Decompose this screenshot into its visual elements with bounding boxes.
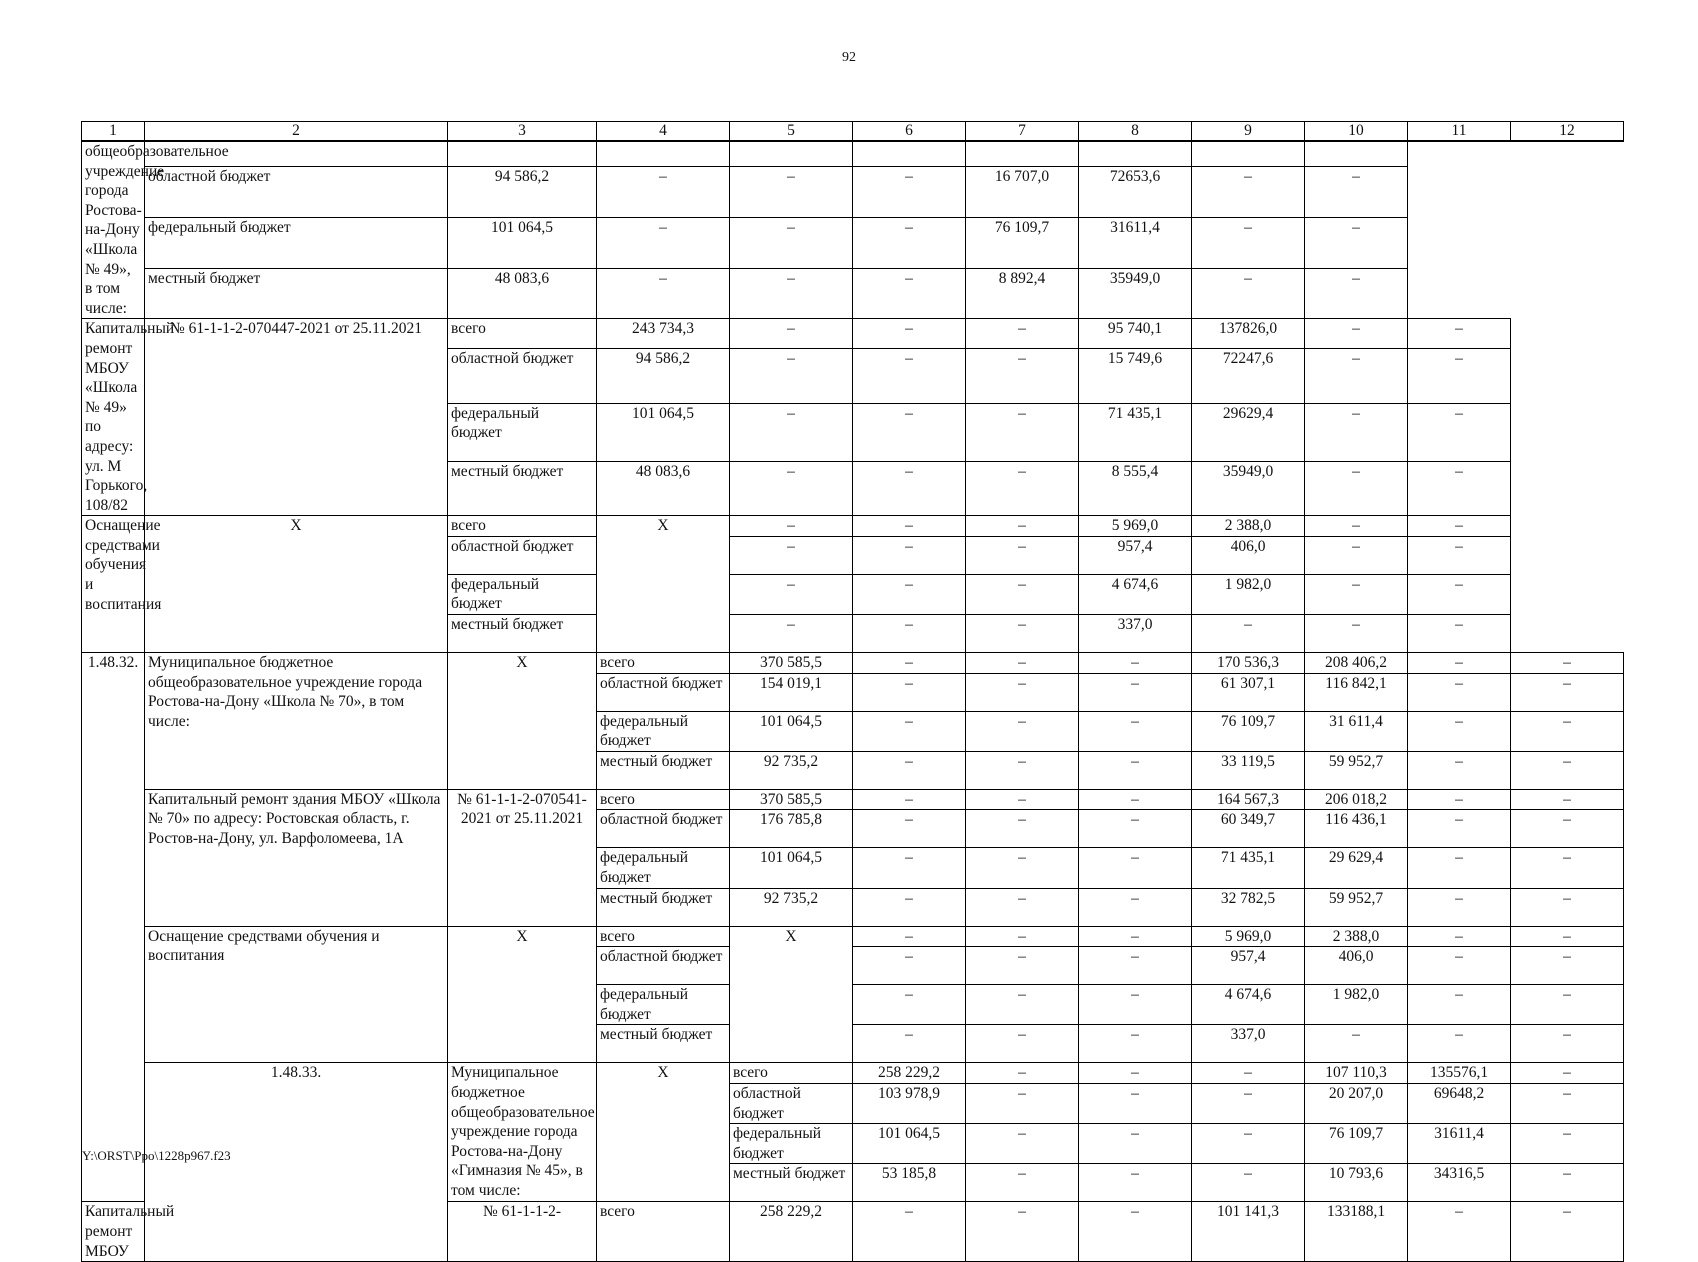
year-col-8-cell: – [1192, 1063, 1305, 1084]
description-cell: Муниципальное бюджетное общеобразовательное учреждение города Ростова-на-Дону «Гимназия № 45», в том числе: [448, 1063, 597, 1202]
budget-type-cell: федеральный бюджет [597, 985, 730, 1025]
year-col-7-cell: – [966, 1025, 1079, 1063]
year-col-6-cell: – [730, 574, 853, 614]
total-value-cell: 370 585,5 [730, 789, 853, 810]
year-col-8-cell: – [966, 574, 1079, 614]
year-col-10-cell: 35949,0 [1192, 461, 1305, 516]
year-col-6-cell [597, 141, 730, 167]
year-col-6-cell: – [966, 1164, 1079, 1202]
year-col-8-cell: – [1079, 888, 1192, 926]
year-col-7-cell: – [853, 536, 966, 574]
year-col-7-cell: – [1079, 1124, 1192, 1164]
budget-type-cell: областной бюджет [145, 167, 448, 218]
year-col-10-cell: 206 018,2 [1305, 789, 1408, 810]
year-col-7-cell: – [1079, 1164, 1192, 1202]
year-col-11-cell: – [1192, 167, 1305, 218]
year-col-8-cell: – [1079, 947, 1192, 985]
table-row [82, 653, 1624, 674]
year-col-8-cell: – [1079, 789, 1192, 810]
year-col-6-cell: – [853, 673, 966, 711]
year-col-6-cell: – [597, 167, 730, 218]
year-col-7-cell: – [966, 751, 1079, 789]
year-col-12-cell [1305, 141, 1408, 167]
reference-cell: X [448, 653, 597, 790]
year-col-12-cell: – [1511, 947, 1624, 985]
year-col-6-cell: – [853, 789, 966, 810]
table-row [82, 319, 1624, 349]
year-col-9-cell: 71 435,1 [1079, 403, 1192, 461]
year-col-9-cell: 71 435,1 [1192, 848, 1305, 888]
description-cell: общеобразовательное учреждение города Ростова-на-Дону «Школа № 49», в том числе: [82, 141, 145, 319]
total-value-cell: 101 064,5 [597, 403, 730, 461]
year-col-10-cell: 2 388,0 [1192, 516, 1305, 537]
year-col-11-cell: – [1511, 1124, 1624, 1164]
total-value-cell: 48 083,6 [448, 268, 597, 319]
column-number: 4 [597, 122, 730, 142]
year-col-8-cell: – [1079, 653, 1192, 674]
total-value-cell: 176 785,8 [730, 810, 853, 848]
year-col-8-cell: – [1079, 1025, 1192, 1063]
budget-type-cell: областной бюджет [448, 536, 597, 574]
year-col-12-cell: – [1511, 1025, 1624, 1063]
row-number: 1.48.32. [82, 653, 145, 1202]
budget-type-cell: местный бюджет [448, 615, 597, 653]
year-col-7-cell [730, 141, 853, 167]
year-col-9-cell: 76 109,7 [966, 218, 1079, 269]
year-col-6-cell: – [730, 348, 853, 403]
year-col-8-cell: – [853, 218, 966, 269]
column-number-row [82, 122, 1624, 142]
column-number: 11 [1408, 122, 1511, 142]
year-col-6-cell: – [853, 653, 966, 674]
reference-cell: № 61-1-1-2-070541-2021 от 25.11.2021 [448, 789, 597, 926]
year-col-10-cell: 133188,1 [1305, 1202, 1408, 1262]
table-row [82, 1063, 1624, 1084]
year-col-11-cell: – [1192, 268, 1305, 319]
year-col-7-cell: – [853, 461, 966, 516]
column-number: 3 [448, 122, 597, 142]
year-col-11-cell: – [1305, 516, 1408, 537]
year-col-9-cell: 337,0 [1192, 1025, 1305, 1063]
budget-type-cell: местный бюджет [730, 1164, 853, 1202]
description-cell: Капитальный ремонт МБОУ «Школа № 49» по адресу: ул. М Горького, 108/82 [82, 319, 145, 516]
year-col-10-cell: 406,0 [1192, 536, 1305, 574]
year-col-8-cell: – [966, 403, 1079, 461]
description-cell: Оснащение средствами обучения и воспитания [82, 516, 145, 653]
description-cell: Капитальный ремонт МБОУ [82, 1202, 145, 1262]
year-col-10-cell: 1 982,0 [1192, 574, 1305, 614]
budget-type-cell: местный бюджет [597, 751, 730, 789]
year-col-7-cell: – [853, 319, 966, 349]
year-col-6-cell: – [853, 1202, 966, 1262]
year-col-10-cell: 116 842,1 [1305, 673, 1408, 711]
total-value-cell: 94 586,2 [448, 167, 597, 218]
column-number: 7 [966, 122, 1079, 142]
budget-type-cell: местный бюджет [145, 268, 448, 319]
year-col-8-cell: – [1079, 810, 1192, 848]
year-col-10-cell: 406,0 [1305, 947, 1408, 985]
year-col-6-cell: – [966, 1124, 1079, 1164]
year-col-11-cell: – [1408, 751, 1511, 789]
year-col-10-cell: 72247,6 [1192, 348, 1305, 403]
year-col-6-cell: – [853, 711, 966, 751]
year-col-11-cell: – [1408, 653, 1511, 674]
year-col-10-cell: 31 611,4 [1305, 711, 1408, 751]
year-col-6-cell: – [730, 319, 853, 349]
year-col-9-cell: 60 349,7 [1192, 810, 1305, 848]
table-row [82, 516, 1624, 537]
year-col-8-cell: – [1079, 751, 1192, 789]
year-col-9-cell: 4 674,6 [1192, 985, 1305, 1025]
total-value-cell: 243 734,3 [597, 319, 730, 349]
total-value-cell: 103 978,9 [853, 1084, 966, 1124]
year-col-8-cell: – [1079, 1202, 1192, 1262]
year-col-10-cell: 34316,5 [1408, 1164, 1511, 1202]
year-col-11-cell: – [1408, 711, 1511, 751]
year-col-9-cell: 76 109,7 [1192, 711, 1305, 751]
year-col-12-cell: – [1511, 789, 1624, 810]
column-number: 8 [1079, 122, 1192, 142]
year-col-8-cell: – [966, 348, 1079, 403]
year-col-12-cell: – [1305, 167, 1408, 218]
total-value-cell: 92 735,2 [730, 888, 853, 926]
year-col-8-cell: – [1079, 926, 1192, 947]
table-row [82, 167, 1624, 218]
year-col-6-cell: – [853, 947, 966, 985]
year-col-9-cell: 61 307,1 [1192, 673, 1305, 711]
year-col-9-cell: 32 782,5 [1192, 888, 1305, 926]
year-col-12-cell: – [1511, 673, 1624, 711]
year-col-7-cell: – [853, 403, 966, 461]
year-col-12-cell: – [1511, 711, 1624, 751]
year-col-10-cell: 137826,0 [1192, 319, 1305, 349]
year-col-7-cell: – [966, 947, 1079, 985]
year-col-9-cell: 15 749,6 [1079, 348, 1192, 403]
table-row [82, 926, 1624, 947]
budget-type-cell: всего [597, 653, 730, 674]
year-col-6-cell: – [853, 848, 966, 888]
year-col-12-cell: – [1511, 848, 1624, 888]
year-col-11-cell: – [1408, 888, 1511, 926]
budget-type-cell: областной бюджет [448, 348, 597, 403]
year-col-7-cell: – [966, 985, 1079, 1025]
year-col-7-cell: – [730, 167, 853, 218]
year-col-11-cell: – [1305, 461, 1408, 516]
year-col-9-cell: 170 536,3 [1192, 653, 1305, 674]
year-col-6-cell: – [730, 516, 853, 537]
budget-table [81, 121, 1624, 1262]
table-row [82, 789, 1624, 810]
year-col-11-cell: – [1192, 218, 1305, 269]
year-col-10-cell: 2 388,0 [1305, 926, 1408, 947]
column-number: 10 [1305, 122, 1408, 142]
year-col-12-cell: – [1408, 516, 1511, 537]
year-col-10-cell: 31611,4 [1408, 1124, 1511, 1164]
year-col-8-cell: – [966, 516, 1079, 537]
year-col-11-cell: – [1408, 1202, 1511, 1262]
year-col-11-cell: – [1511, 1063, 1624, 1084]
year-col-6-cell: – [730, 461, 853, 516]
year-col-9-cell: 957,4 [1192, 947, 1305, 985]
year-col-8-cell: – [966, 536, 1079, 574]
total-value-cell [448, 141, 597, 167]
year-col-10-cell: – [1305, 1025, 1408, 1063]
year-col-9-cell: 8 555,4 [1079, 461, 1192, 516]
year-col-12-cell: – [1305, 268, 1408, 319]
budget-type-cell: всего [448, 319, 597, 349]
year-col-6-cell: – [853, 1025, 966, 1063]
budget-type-cell: всего [597, 789, 730, 810]
year-col-7-cell: – [730, 268, 853, 319]
year-col-6-cell: – [853, 926, 966, 947]
total-value-cell: 154 019,1 [730, 673, 853, 711]
year-col-9-cell: 20 207,0 [1305, 1084, 1408, 1124]
budget-type-cell: федеральный бюджет [730, 1124, 853, 1164]
description-cell: Оснащение средствами обучения и воспитания [145, 926, 448, 1063]
year-col-10-cell: 1 982,0 [1305, 985, 1408, 1025]
year-col-11-cell: – [1408, 810, 1511, 848]
year-col-6-cell: – [853, 751, 966, 789]
column-number: 9 [1192, 122, 1305, 142]
year-col-12-cell: – [1511, 810, 1624, 848]
year-col-9-cell: 5 969,0 [1192, 926, 1305, 947]
year-col-10-cell: 135576,1 [1408, 1063, 1511, 1084]
year-col-6-cell: – [853, 810, 966, 848]
year-col-7-cell: – [966, 711, 1079, 751]
total-value-cell: 53 185,8 [853, 1164, 966, 1202]
budget-type-cell: всего [730, 1063, 853, 1084]
year-col-7-cell: – [966, 789, 1079, 810]
budget-type-cell: областной бюджет [730, 1084, 853, 1124]
total-value-cell: 101 064,5 [448, 218, 597, 269]
page-number: 92 [842, 50, 856, 65]
year-col-6-cell: – [730, 403, 853, 461]
year-col-10-cell: – [1192, 615, 1305, 653]
total-value-cell: X [597, 516, 730, 653]
total-value-cell: 94 586,2 [597, 348, 730, 403]
year-col-7-cell: – [853, 574, 966, 614]
year-col-7-cell: – [853, 348, 966, 403]
total-value-cell: X [730, 926, 853, 1063]
budget-type-cell: местный бюджет [597, 1025, 730, 1063]
year-col-11-cell: – [1408, 1025, 1511, 1063]
year-col-10-cell: 59 952,7 [1305, 751, 1408, 789]
reference-cell: № 61-1-1-2-070447-2021 от 25.11.2021 [145, 319, 448, 516]
column-number: 5 [730, 122, 853, 142]
column-number: 1 [82, 122, 145, 142]
budget-type-cell: всего [597, 926, 730, 947]
year-col-8-cell: – [1079, 848, 1192, 888]
year-col-10-cell [1079, 141, 1192, 167]
year-col-9-cell: 10 793,6 [1305, 1164, 1408, 1202]
budget-type-cell: местный бюджет [597, 888, 730, 926]
year-col-12-cell: – [1408, 348, 1511, 403]
year-col-6-cell: – [597, 218, 730, 269]
year-col-11-cell: – [1408, 848, 1511, 888]
year-col-12-cell: – [1511, 888, 1624, 926]
budget-type-cell: федеральный бюджет [597, 848, 730, 888]
year-col-12-cell: – [1408, 615, 1511, 653]
year-col-12-cell: – [1408, 574, 1511, 614]
year-col-9-cell: 16 707,0 [966, 167, 1079, 218]
year-col-7-cell: – [1079, 1063, 1192, 1084]
year-col-9-cell: 33 119,5 [1192, 751, 1305, 789]
year-col-8-cell: – [966, 319, 1079, 349]
year-col-12-cell: – [1408, 536, 1511, 574]
year-col-10-cell: 69648,2 [1408, 1084, 1511, 1124]
budget-type-cell: местный бюджет [448, 461, 597, 516]
year-col-11-cell: – [1305, 403, 1408, 461]
column-number: 2 [145, 122, 448, 142]
table-row [82, 268, 1624, 319]
year-col-6-cell: – [597, 268, 730, 319]
year-col-8-cell: – [966, 461, 1079, 516]
year-col-10-cell: 208 406,2 [1305, 653, 1408, 674]
year-col-8-cell: – [1192, 1164, 1305, 1202]
year-col-9-cell: 95 740,1 [1079, 319, 1192, 349]
year-col-9-cell: 957,4 [1079, 536, 1192, 574]
total-value-cell: 92 735,2 [730, 751, 853, 789]
year-col-7-cell: – [853, 516, 966, 537]
year-col-12-cell: – [1408, 403, 1511, 461]
year-col-10-cell: 59 952,7 [1305, 888, 1408, 926]
table-row [82, 141, 1624, 167]
year-col-7-cell: – [966, 888, 1079, 926]
year-col-12-cell: – [1511, 1202, 1624, 1262]
total-value-cell: 258 229,2 [853, 1063, 966, 1084]
reference-cell: X [145, 516, 448, 653]
year-col-12-cell: – [1511, 751, 1624, 789]
description-cell: Капитальный ремонт здания МБОУ «Школа № 70» по адресу: Ростовская область, г. Ростов-на-Дону, ул. Варфоломеева, 1А [145, 789, 448, 926]
row-number: 1.48.33. [145, 1063, 448, 1262]
year-col-8-cell: – [1079, 673, 1192, 711]
budget-type-cell: всего [597, 1202, 730, 1262]
year-col-8-cell: – [853, 167, 966, 218]
budget-type-cell: областной бюджет [597, 810, 730, 848]
total-value-cell: 258 229,2 [730, 1202, 853, 1262]
reference-cell: № 61-1-1-2- [448, 1202, 597, 1262]
year-col-7-cell: – [966, 1202, 1079, 1262]
year-col-11-cell: – [1305, 348, 1408, 403]
total-value-cell: 101 064,5 [730, 848, 853, 888]
total-value-cell: 370 585,5 [730, 653, 853, 674]
year-col-10-cell: 72653,6 [1079, 167, 1192, 218]
year-col-6-cell: – [966, 1084, 1079, 1124]
year-col-7-cell: – [730, 218, 853, 269]
year-col-7-cell: – [966, 926, 1079, 947]
year-col-8-cell [853, 141, 966, 167]
year-col-6-cell: – [730, 615, 853, 653]
year-col-8-cell: – [1192, 1124, 1305, 1164]
year-col-11-cell: – [1408, 673, 1511, 711]
year-col-12-cell: – [1408, 461, 1511, 516]
year-col-9-cell: 4 674,6 [1079, 574, 1192, 614]
file-path-footer: Y:\ORST\Ppo\1228p967.f23 [82, 1148, 231, 1163]
year-col-6-cell: – [966, 1063, 1079, 1084]
year-col-11-cell: – [1305, 319, 1408, 349]
year-col-9-cell: 8 892,4 [966, 268, 1079, 319]
year-col-9-cell: 76 109,7 [1305, 1124, 1408, 1164]
budget-type-cell: федеральный бюджет [448, 574, 597, 614]
year-col-9-cell: 164 567,3 [1192, 789, 1305, 810]
year-col-6-cell: – [853, 888, 966, 926]
year-col-11-cell: – [1305, 615, 1408, 653]
year-col-11-cell: – [1305, 536, 1408, 574]
year-col-8-cell: – [1079, 711, 1192, 751]
year-col-6-cell: – [853, 985, 966, 1025]
budget-type-cell: областной бюджет [597, 673, 730, 711]
year-col-9-cell: 101 141,3 [1192, 1202, 1305, 1262]
year-col-7-cell: – [966, 810, 1079, 848]
total-value-cell: 101 064,5 [853, 1124, 966, 1164]
year-col-11-cell: – [1408, 926, 1511, 947]
year-col-11-cell: – [1305, 574, 1408, 614]
year-col-11-cell: – [1511, 1164, 1624, 1202]
reference-cell: X [597, 1063, 730, 1202]
year-col-10-cell: 29629,4 [1192, 403, 1305, 461]
year-col-10-cell: 31611,4 [1079, 218, 1192, 269]
year-col-12-cell: – [1408, 319, 1511, 349]
year-col-12-cell: – [1511, 985, 1624, 1025]
year-col-7-cell: – [853, 615, 966, 653]
year-col-12-cell: – [1511, 653, 1624, 674]
year-col-8-cell: – [966, 615, 1079, 653]
budget-type-cell: федеральный бюджет [448, 403, 597, 461]
total-value-cell: 101 064,5 [730, 711, 853, 751]
year-col-10-cell: 29 629,4 [1305, 848, 1408, 888]
year-col-10-cell: 116 436,1 [1305, 810, 1408, 848]
year-col-12-cell: – [1305, 218, 1408, 269]
year-col-11-cell [1192, 141, 1305, 167]
year-col-9-cell: 337,0 [1079, 615, 1192, 653]
column-number: 6 [853, 122, 966, 142]
year-col-11-cell: – [1408, 947, 1511, 985]
year-col-12-cell: – [1511, 926, 1624, 947]
year-col-10-cell: 35949,0 [1079, 268, 1192, 319]
budget-type-cell: всего [448, 516, 597, 537]
year-col-11-cell: – [1408, 789, 1511, 810]
year-col-11-cell: – [1511, 1084, 1624, 1124]
year-col-8-cell: – [1079, 985, 1192, 1025]
total-value-cell: 48 083,6 [597, 461, 730, 516]
budget-type-cell: федеральный бюджет [145, 218, 448, 269]
year-col-9-cell: 107 110,3 [1305, 1063, 1408, 1084]
year-col-9-cell [966, 141, 1079, 167]
reference-cell: X [448, 926, 597, 1063]
year-col-6-cell: – [730, 536, 853, 574]
table-row [82, 218, 1624, 269]
year-col-7-cell: – [966, 673, 1079, 711]
budget-type-cell: федеральный бюджет [597, 711, 730, 751]
column-number: 12 [1511, 122, 1624, 142]
year-col-7-cell: – [1079, 1084, 1192, 1124]
year-col-8-cell: – [1192, 1084, 1305, 1124]
year-col-7-cell: – [966, 848, 1079, 888]
description-cell: Муниципальное бюджетное общеобразовательное учреждение города Ростова-на-Дону «Школа № 70», в том числе: [145, 653, 448, 790]
year-col-11-cell: – [1408, 985, 1511, 1025]
year-col-8-cell: – [853, 268, 966, 319]
budget-type-cell: областной бюджет [597, 947, 730, 985]
year-col-7-cell: – [966, 653, 1079, 674]
year-col-9-cell: 5 969,0 [1079, 516, 1192, 537]
